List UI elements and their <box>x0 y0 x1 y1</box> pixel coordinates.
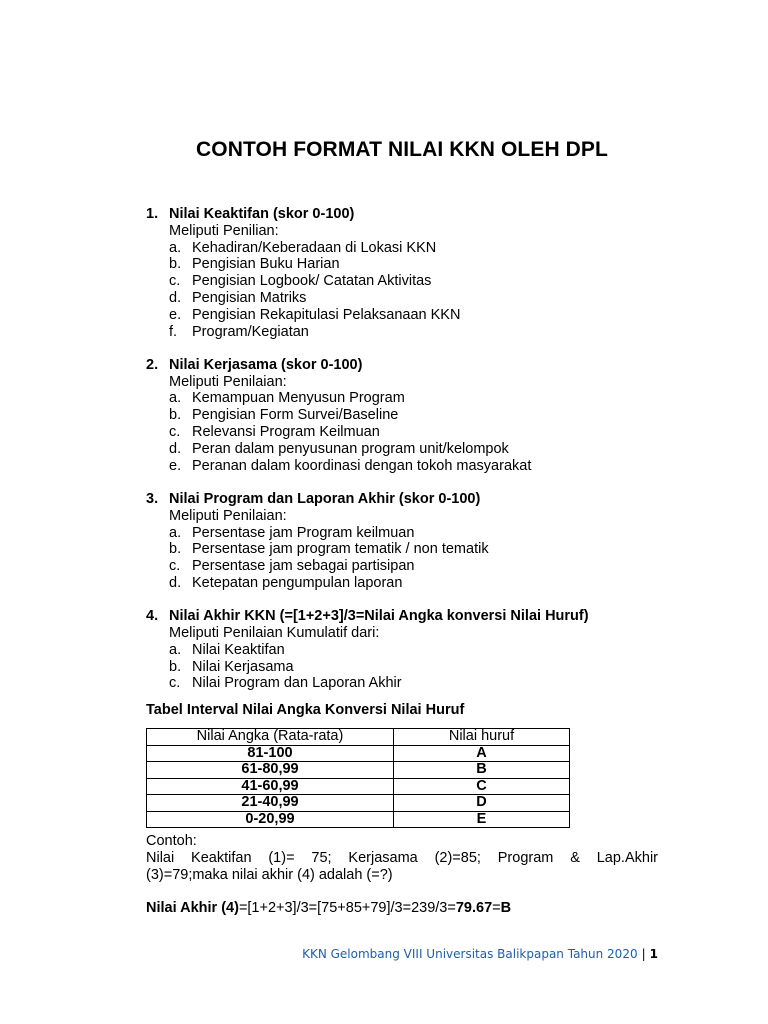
grade-cell: C <box>394 778 570 795</box>
item-marker: b. <box>169 256 182 273</box>
example-block <box>146 833 658 884</box>
item-text: Persentase jam Program keilmuan <box>192 524 415 541</box>
list-item <box>169 240 666 257</box>
final-grade: B <box>500 900 512 916</box>
list-item <box>169 324 666 341</box>
section-items <box>146 240 666 341</box>
item-text: Nilai Program dan Laporan Akhir <box>192 675 402 692</box>
page-title: CONTOH FORMAT NILAI KKN OLEH DPL <box>196 138 608 161</box>
item-text: Ketepatan pengumpulan laporan <box>192 574 403 591</box>
section-number: 2. <box>146 356 159 373</box>
section-intro: Meliputi Penilaian Kumulatif dari: <box>169 625 380 642</box>
item-marker: c. <box>169 273 181 290</box>
column-header-score: Nilai Angka (Rata-rata) <box>147 729 394 746</box>
footer-text: KKN Gelombang VIII Universitas Balikpapan Tahun 2020 <box>302 947 638 961</box>
list-item <box>169 441 666 458</box>
score-range-cell: 0-20,99 <box>147 811 394 828</box>
list-item <box>169 541 666 558</box>
final-equals: = <box>492 900 501 916</box>
example-line-1: Nilai Keaktifan (1)= 75; Kerjasama (2)=85; Program & Lap.Akhir <box>146 850 658 866</box>
list-item <box>169 458 666 475</box>
page-footer <box>302 947 658 961</box>
item-text: Persentase jam program tematik / non tematik <box>192 541 489 558</box>
item-text: Relevansi Program Keilmuan <box>192 424 380 441</box>
item-marker: e. <box>169 457 182 474</box>
section-heading <box>146 357 666 374</box>
item-text: Kemampuan Menyusun Program <box>192 390 405 407</box>
section-intro: Meliputi Penilian: <box>169 222 279 239</box>
sections <box>146 206 666 709</box>
item-marker: c. <box>169 424 181 441</box>
item-text: Pengisian Buku Harian <box>192 256 340 273</box>
item-marker: b. <box>169 407 182 424</box>
list-item <box>169 659 666 676</box>
table-row <box>147 762 570 779</box>
item-marker: d. <box>169 440 182 457</box>
score-range-cell: 41-60,99 <box>147 778 394 795</box>
section-items <box>146 390 666 474</box>
section-number: 3. <box>146 490 159 507</box>
page-number: 1 <box>649 947 658 961</box>
item-marker: a. <box>169 524 182 541</box>
item-marker: d. <box>169 289 182 306</box>
item-text: Program/Kegiatan <box>192 323 309 340</box>
table-title: Tabel Interval Nilai Angka Konversi Nilai Huruf <box>146 702 465 718</box>
score-range-cell: 61-80,99 <box>147 762 394 779</box>
list-item <box>169 642 666 659</box>
section-2 <box>146 357 666 475</box>
list-item <box>169 675 666 692</box>
table-row <box>147 778 570 795</box>
list-item <box>169 407 666 424</box>
item-text: Pengisian Rekapitulasi Pelaksanaan KKN <box>192 306 461 323</box>
list-item <box>169 575 666 592</box>
example-label: Contoh: <box>146 833 197 849</box>
grade-cell: D <box>394 795 570 812</box>
list-item <box>169 424 666 441</box>
table-row <box>147 745 570 762</box>
item-marker: c. <box>169 558 181 575</box>
section-heading <box>146 608 666 625</box>
section-3 <box>146 491 666 592</box>
section-title: Nilai Akhir KKN (=[1+2+3]/3=Nilai Angka konversi Nilai Huruf) <box>169 608 589 625</box>
list-item <box>169 390 666 407</box>
table-row <box>147 811 570 828</box>
grade-cell: E <box>394 811 570 828</box>
item-text: Peranan dalam koordinasi dengan tokoh masyarakat <box>192 457 532 474</box>
section-title: Nilai Program dan Laporan Akhir (skor 0-100) <box>169 490 481 507</box>
section-title: Nilai Kerjasama (skor 0-100) <box>169 356 363 373</box>
section-4 <box>146 608 666 692</box>
item-text: Pengisian Logbook/ Catatan Aktivitas <box>192 273 432 290</box>
table-header-row <box>147 729 570 746</box>
example-line-2: (3)=79;maka nilai akhir (4) adalah (=?) <box>146 867 393 883</box>
item-text: Nilai Keaktifan <box>192 641 285 658</box>
final-value: 79.67 <box>455 900 493 916</box>
grade-cell: A <box>394 745 570 762</box>
final-score-line <box>146 900 511 916</box>
section-heading <box>146 206 666 223</box>
grade-cell: B <box>394 762 570 779</box>
item-text: Persentase jam sebagai partisipan <box>192 558 415 575</box>
score-range-cell: 21-40,99 <box>147 795 394 812</box>
section-intro: Meliputi Penilaian: <box>169 507 287 524</box>
list-item <box>169 256 666 273</box>
item-text: Kehadiran/Keberadaan di Lokasi KKN <box>192 239 437 256</box>
item-text: Peran dalam penyusunan program unit/kelompok <box>192 440 509 457</box>
item-marker: a. <box>169 390 182 407</box>
item-marker: f. <box>169 323 178 340</box>
score-range-cell: 81-100 <box>147 745 394 762</box>
item-marker: a. <box>169 641 182 658</box>
section-1 <box>146 206 666 340</box>
final-label: Nilai Akhir (4) <box>146 900 239 916</box>
list-item <box>169 525 666 542</box>
item-marker: b. <box>169 541 182 558</box>
section-items <box>146 525 666 592</box>
section-items <box>146 642 666 692</box>
item-text: Nilai Kerjasama <box>192 658 294 675</box>
conversion-table <box>146 728 570 828</box>
item-marker: c. <box>169 675 181 692</box>
section-intro: Meliputi Penilaian: <box>169 373 287 390</box>
final-formula: =[1+2+3]/3=[75+85+79]/3=239/3= <box>238 900 456 916</box>
section-heading <box>146 491 666 508</box>
column-header-grade: Nilai huruf <box>394 729 570 746</box>
list-item <box>169 307 666 324</box>
section-number: 1. <box>146 206 159 222</box>
item-marker: e. <box>169 306 182 323</box>
item-marker: d. <box>169 574 182 591</box>
item-marker: b. <box>169 658 182 675</box>
item-text: Pengisian Form Survei/Baseline <box>192 407 399 424</box>
section-number: 4. <box>146 608 159 625</box>
footer-separator: | <box>641 947 646 961</box>
list-item <box>169 273 666 290</box>
list-item <box>169 558 666 575</box>
item-text: Pengisian Matriks <box>192 289 307 306</box>
table-row <box>147 795 570 812</box>
section-title: Nilai Keaktifan (skor 0-100) <box>169 206 355 222</box>
item-marker: a. <box>169 239 182 256</box>
list-item <box>169 290 666 307</box>
